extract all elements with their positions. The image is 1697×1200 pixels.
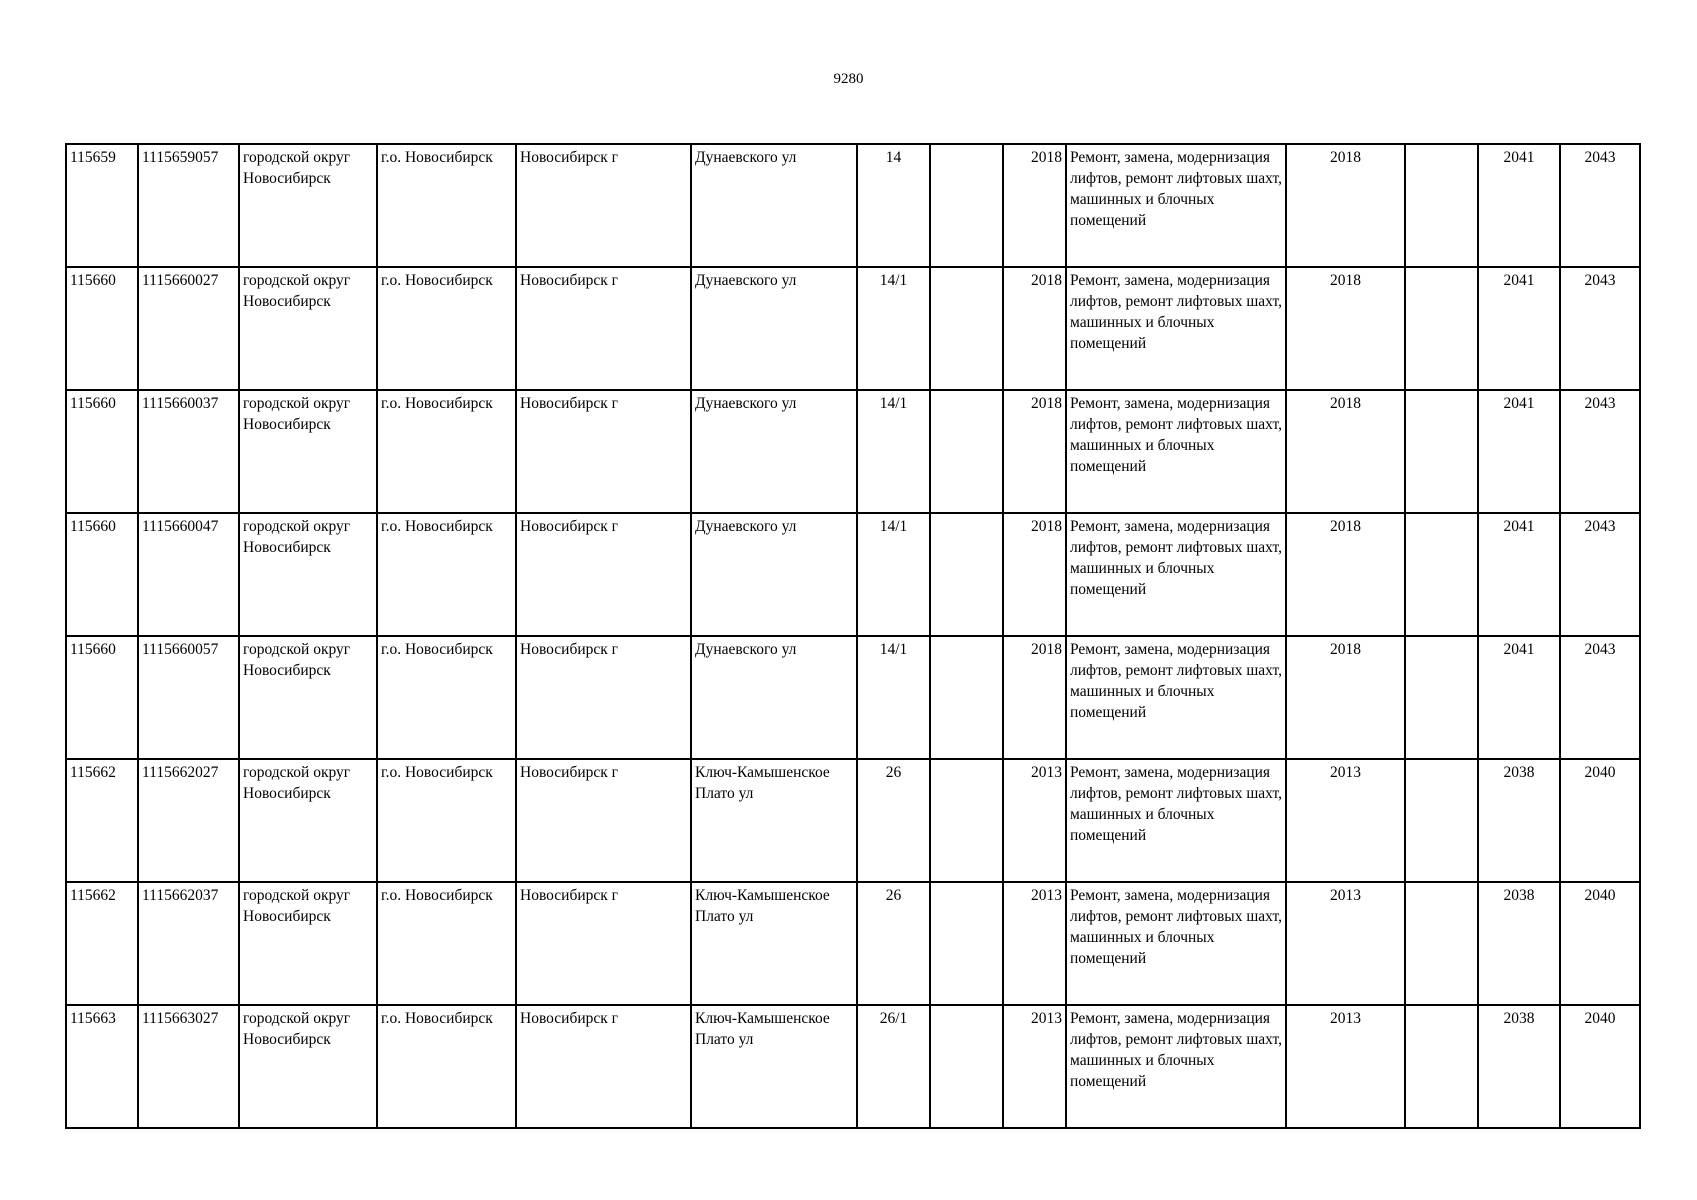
cell-municipality: городской округ Новосибирск (239, 267, 377, 390)
cell-empty (1405, 390, 1478, 513)
cell-work-type: Ремонт, замена, модернизация лифтов, ремонт лифтовых шахт, машинных и блочных помещений (1066, 144, 1286, 267)
cell-year-last: 2018 (1286, 144, 1405, 267)
cell-work-type: Ремонт, замена, модернизация лифтов, ремонт лифтовых шахт, машинных и блочных помещений (1066, 267, 1286, 390)
cell-settlement: Новосибирск г (516, 144, 691, 267)
cell-year-from: 2041 (1478, 144, 1560, 267)
table-row (66, 1005, 1640, 1128)
cell-year-built: 2018 (1003, 267, 1066, 390)
cell-year-built: 2013 (1003, 759, 1066, 882)
cell-year-to: 2043 (1560, 636, 1640, 759)
cell-year-to: 2043 (1560, 513, 1640, 636)
cell-empty (1405, 267, 1478, 390)
cell-house: 14 (857, 144, 930, 267)
cell-year-built: 2018 (1003, 390, 1066, 513)
page-number: 9280 (833, 71, 864, 87)
cell-year-last: 2013 (1286, 759, 1405, 882)
cell-code: 1115660057 (138, 636, 239, 759)
cell-empty (1405, 882, 1478, 1005)
table-row (66, 513, 1640, 636)
cell-year-last: 2018 (1286, 636, 1405, 759)
cell-street: Дунаевского ул (691, 267, 857, 390)
cell-settlement: Новосибирск г (516, 882, 691, 1005)
cell-code: 1115662027 (138, 759, 239, 882)
cell-year-from: 2038 (1478, 1005, 1560, 1128)
table-row (66, 267, 1640, 390)
cell-district: г.о. Новосибирск (377, 144, 516, 267)
table-row (66, 882, 1640, 1005)
cell-empty (930, 1005, 1003, 1128)
cell-year-built: 2013 (1003, 882, 1066, 1005)
cell-district: г.о. Новосибирск (377, 882, 516, 1005)
cell-year-last: 2018 (1286, 390, 1405, 513)
repair-schedule-table (65, 143, 1641, 1129)
cell-street: Дунаевского ул (691, 390, 857, 513)
table-row (66, 390, 1640, 513)
cell-work-type: Ремонт, замена, модернизация лифтов, ремонт лифтовых шахт, машинных и блочных помещений (1066, 390, 1286, 513)
cell-street: Ключ-Камышенское Плато ул (691, 882, 857, 1005)
cell-year-built: 2018 (1003, 144, 1066, 267)
cell-empty (930, 636, 1003, 759)
cell-municipality: городской округ Новосибирск (239, 513, 377, 636)
cell-settlement: Новосибирск г (516, 390, 691, 513)
cell-street: Дунаевского ул (691, 636, 857, 759)
cell-work-type: Ремонт, замена, модернизация лифтов, ремонт лифтовых шахт, машинных и блочных помещений (1066, 636, 1286, 759)
cell-year-from: 2038 (1478, 882, 1560, 1005)
cell-year-built: 2018 (1003, 513, 1066, 636)
cell-empty (1405, 759, 1478, 882)
cell-empty (930, 267, 1003, 390)
cell-id: 115662 (66, 759, 138, 882)
cell-house: 14/1 (857, 267, 930, 390)
cell-id: 115660 (66, 636, 138, 759)
cell-settlement: Новосибирск г (516, 267, 691, 390)
cell-code: 1115660027 (138, 267, 239, 390)
cell-code: 1115662037 (138, 882, 239, 1005)
cell-id: 115663 (66, 1005, 138, 1128)
cell-id: 115660 (66, 267, 138, 390)
cell-work-type: Ремонт, замена, модернизация лифтов, ремонт лифтовых шахт, машинных и блочных помещений (1066, 882, 1286, 1005)
cell-year-built: 2018 (1003, 636, 1066, 759)
cell-empty (1405, 513, 1478, 636)
cell-house: 14/1 (857, 513, 930, 636)
cell-street: Ключ-Камышенское Плато ул (691, 759, 857, 882)
cell-empty (1405, 636, 1478, 759)
cell-empty (930, 759, 1003, 882)
cell-code: 1115663027 (138, 1005, 239, 1128)
cell-code: 1115660047 (138, 513, 239, 636)
cell-house: 26/1 (857, 1005, 930, 1128)
cell-id: 115659 (66, 144, 138, 267)
cell-code: 1115659057 (138, 144, 239, 267)
cell-district: г.о. Новосибирск (377, 513, 516, 636)
cell-house: 14/1 (857, 636, 930, 759)
cell-year-from: 2041 (1478, 513, 1560, 636)
cell-settlement: Новосибирск г (516, 1005, 691, 1128)
cell-year-last: 2013 (1286, 1005, 1405, 1128)
cell-district: г.о. Новосибирск (377, 636, 516, 759)
cell-settlement: Новосибирск г (516, 513, 691, 636)
cell-house: 26 (857, 882, 930, 1005)
cell-year-to: 2040 (1560, 1005, 1640, 1128)
cell-work-type: Ремонт, замена, модернизация лифтов, ремонт лифтовых шахт, машинных и блочных помещений (1066, 1005, 1286, 1128)
table-row (66, 759, 1640, 882)
cell-year-from: 2041 (1478, 267, 1560, 390)
cell-year-last: 2013 (1286, 882, 1405, 1005)
cell-house: 26 (857, 759, 930, 882)
cell-municipality: городской округ Новосибирск (239, 1005, 377, 1128)
cell-district: г.о. Новосибирск (377, 390, 516, 513)
cell-code: 1115660037 (138, 390, 239, 513)
cell-year-built: 2013 (1003, 1005, 1066, 1128)
cell-settlement: Новосибирск г (516, 636, 691, 759)
cell-empty (930, 144, 1003, 267)
cell-street: Ключ-Камышенское Плато ул (691, 1005, 857, 1128)
cell-settlement: Новосибирск г (516, 759, 691, 882)
cell-district: г.о. Новосибирск (377, 759, 516, 882)
cell-year-from: 2041 (1478, 636, 1560, 759)
cell-municipality: городской округ Новосибирск (239, 390, 377, 513)
cell-municipality: городской округ Новосибирск (239, 882, 377, 1005)
cell-house: 14/1 (857, 390, 930, 513)
cell-year-from: 2041 (1478, 390, 1560, 513)
cell-year-last: 2018 (1286, 513, 1405, 636)
cell-empty (930, 513, 1003, 636)
cell-work-type: Ремонт, замена, модернизация лифтов, ремонт лифтовых шахт, машинных и блочных помещений (1066, 759, 1286, 882)
cell-municipality: городской округ Новосибирск (239, 759, 377, 882)
cell-year-to: 2043 (1560, 390, 1640, 513)
cell-id: 115662 (66, 882, 138, 1005)
cell-work-type: Ремонт, замена, модернизация лифтов, ремонт лифтовых шахт, машинных и блочных помещений (1066, 513, 1286, 636)
table-row (66, 636, 1640, 759)
cell-district: г.о. Новосибирск (377, 267, 516, 390)
cell-municipality: городской округ Новосибирск (239, 144, 377, 267)
cell-year-to: 2043 (1560, 267, 1640, 390)
cell-year-from: 2038 (1478, 759, 1560, 882)
cell-year-to: 2040 (1560, 882, 1640, 1005)
cell-empty (1405, 144, 1478, 267)
cell-empty (1405, 1005, 1478, 1128)
cell-year-last: 2018 (1286, 267, 1405, 390)
cell-year-to: 2040 (1560, 759, 1640, 882)
cell-empty (930, 390, 1003, 513)
cell-empty (930, 882, 1003, 1005)
cell-id: 115660 (66, 513, 138, 636)
cell-street: Дунаевского ул (691, 144, 857, 267)
cell-district: г.о. Новосибирск (377, 1005, 516, 1128)
cell-year-to: 2043 (1560, 144, 1640, 267)
table-row (66, 144, 1640, 267)
table-body (66, 144, 1640, 1128)
cell-municipality: городской округ Новосибирск (239, 636, 377, 759)
cell-id: 115660 (66, 390, 138, 513)
cell-street: Дунаевского ул (691, 513, 857, 636)
